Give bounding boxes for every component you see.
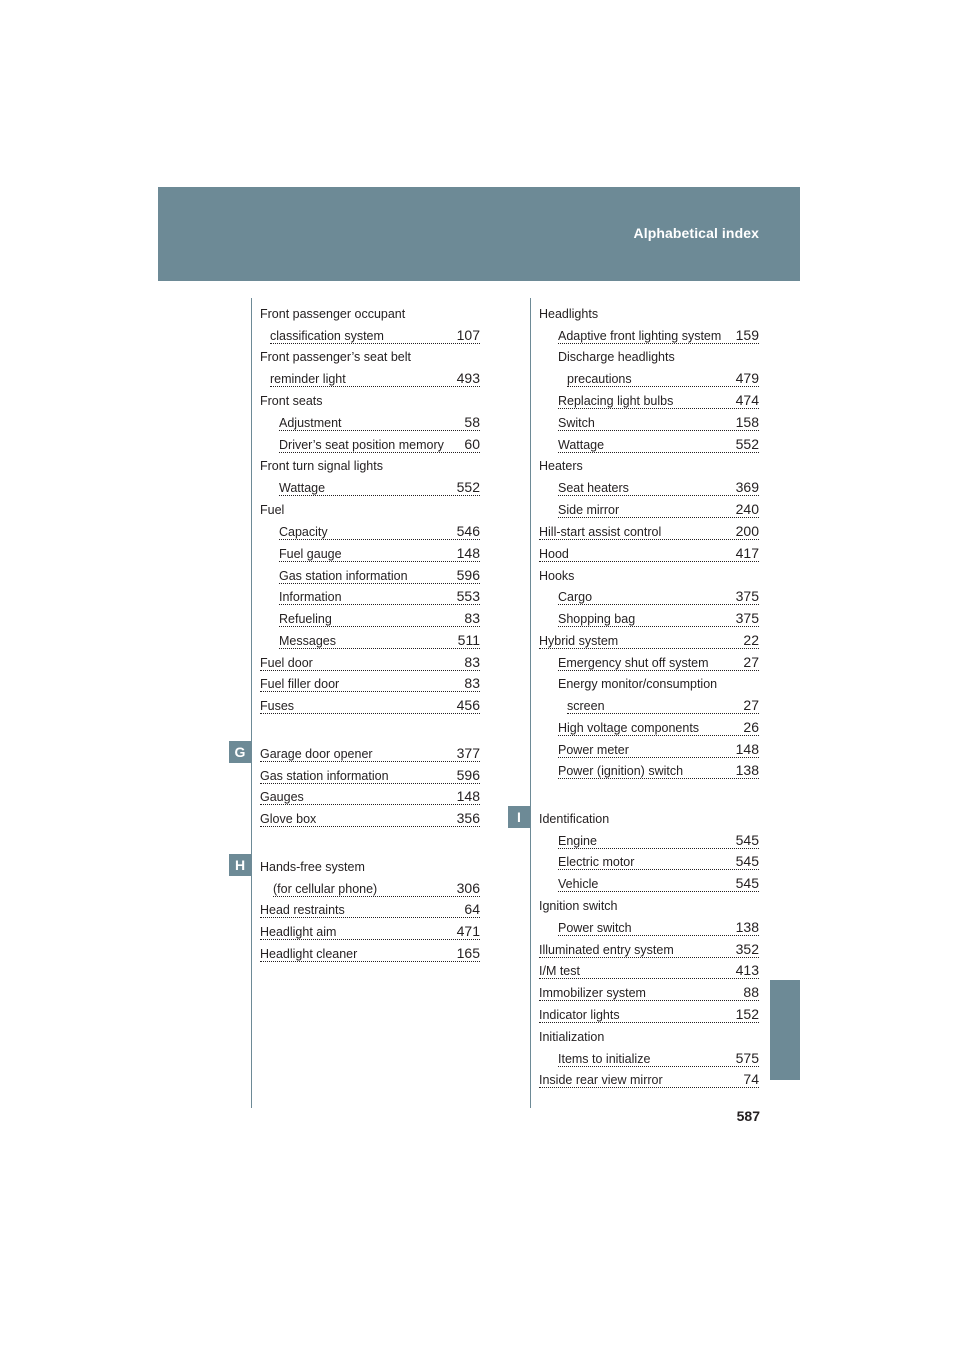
index-heading: Initialization <box>539 1030 605 1044</box>
index-entry: I/M test 413 <box>539 962 759 978</box>
index-entry: Gas station information 596 <box>279 567 480 583</box>
index-entry: Adaptive front lighting system 159 <box>558 327 759 343</box>
index-entry: High voltage components 26 <box>558 719 759 735</box>
index-entry: Fuel door 83 <box>260 654 480 670</box>
index-entry: Information 553 <box>279 588 480 604</box>
index-entry: Engine 545 <box>558 832 759 848</box>
index-entry: Fuel filler door 83 <box>260 675 480 691</box>
index-heading: Hands-free system <box>260 860 365 874</box>
index-entry: Driver’s seat position memory 60 <box>279 436 480 452</box>
index-entry: reminder light 493 <box>270 370 480 386</box>
page-number: 587 <box>736 1108 760 1124</box>
letter-i: I <box>508 806 530 828</box>
index-entry: Power meter 148 <box>558 741 759 757</box>
index-entry: Replacing light bulbs 474 <box>558 392 759 408</box>
index-entry: Hood 417 <box>539 545 759 561</box>
index-heading: Hooks <box>539 569 575 583</box>
index-heading: Front turn signal lights <box>260 459 383 473</box>
index-entry: Fuses 456 <box>260 697 480 713</box>
header-title: Alphabetical index <box>633 225 759 241</box>
index-heading: Front seats <box>260 394 323 408</box>
index-entry: screen 27 <box>567 697 759 713</box>
index-entry: Head restraints 64 <box>260 901 480 917</box>
index-entry: Inside rear view mirror 74 <box>539 1071 759 1087</box>
index-entry: Items to initialize 575 <box>558 1050 759 1066</box>
index-entry: Gas station information 596 <box>260 767 480 783</box>
index-entry: Vehicle 545 <box>558 875 759 891</box>
index-heading: Front passenger occupant <box>260 307 406 321</box>
index-entry: Electric motor 545 <box>558 853 759 869</box>
index-entry: Cargo 375 <box>558 588 759 604</box>
index-entry: Emergency shut off system 27 <box>558 654 759 670</box>
index-entry: Indicator lights 152 <box>539 1006 759 1022</box>
index-subheading: Energy monitor/consumption <box>558 677 718 691</box>
index-entry: Power switch 138 <box>558 919 759 935</box>
index-entry: Gauges 148 <box>260 788 480 804</box>
index-entry: classification system 107 <box>270 327 480 343</box>
index-entry: Headlight aim 471 <box>260 923 480 939</box>
header-bar <box>158 187 800 281</box>
index-entry: Side mirror 240 <box>558 501 759 517</box>
index-entry: Immobilizer system 88 <box>539 984 759 1000</box>
index-entry: Hybrid system 22 <box>539 632 759 648</box>
index-entry: Headlight cleaner 165 <box>260 945 480 961</box>
index-entry: Switch 158 <box>558 414 759 430</box>
index-entry: Power (ignition) switch 138 <box>558 762 759 778</box>
index-entry: (for cellular phone) 306 <box>273 880 480 896</box>
index-heading: Fuel <box>260 503 285 517</box>
index-subheading: Discharge headlights <box>558 350 675 364</box>
index-entry: precautions 479 <box>567 370 759 386</box>
index-entry: Garage door opener 377 <box>260 745 480 761</box>
index-entry: Hill-start assist control 200 <box>539 523 759 539</box>
index-entry: Refueling 83 <box>279 610 480 626</box>
index-entry: Shopping bag 375 <box>558 610 759 626</box>
index-heading: Ignition switch <box>539 899 618 913</box>
index-heading: Heaters <box>539 459 583 473</box>
left-divider <box>251 298 252 1108</box>
letter-g: G <box>229 741 251 763</box>
index-entry: Illuminated entry system 352 <box>539 941 759 957</box>
letter-h: H <box>229 854 251 876</box>
index-entry: Messages 511 <box>279 632 480 648</box>
index-entry: Capacity 546 <box>279 523 480 539</box>
index-entry: Fuel gauge 148 <box>279 545 480 561</box>
index-entry: Seat heaters 369 <box>558 479 759 495</box>
index-entry: Glove box 356 <box>260 810 480 826</box>
index-heading: Headlights <box>539 307 599 321</box>
index-heading: Identification <box>539 812 610 826</box>
right-divider <box>530 298 531 1108</box>
index-heading: Front passenger’s seat belt <box>260 350 412 364</box>
index-entry: Wattage 552 <box>558 436 759 452</box>
index-entry: Wattage 552 <box>279 479 480 495</box>
index-entry: Adjustment 58 <box>279 414 480 430</box>
side-tab <box>770 980 800 1080</box>
